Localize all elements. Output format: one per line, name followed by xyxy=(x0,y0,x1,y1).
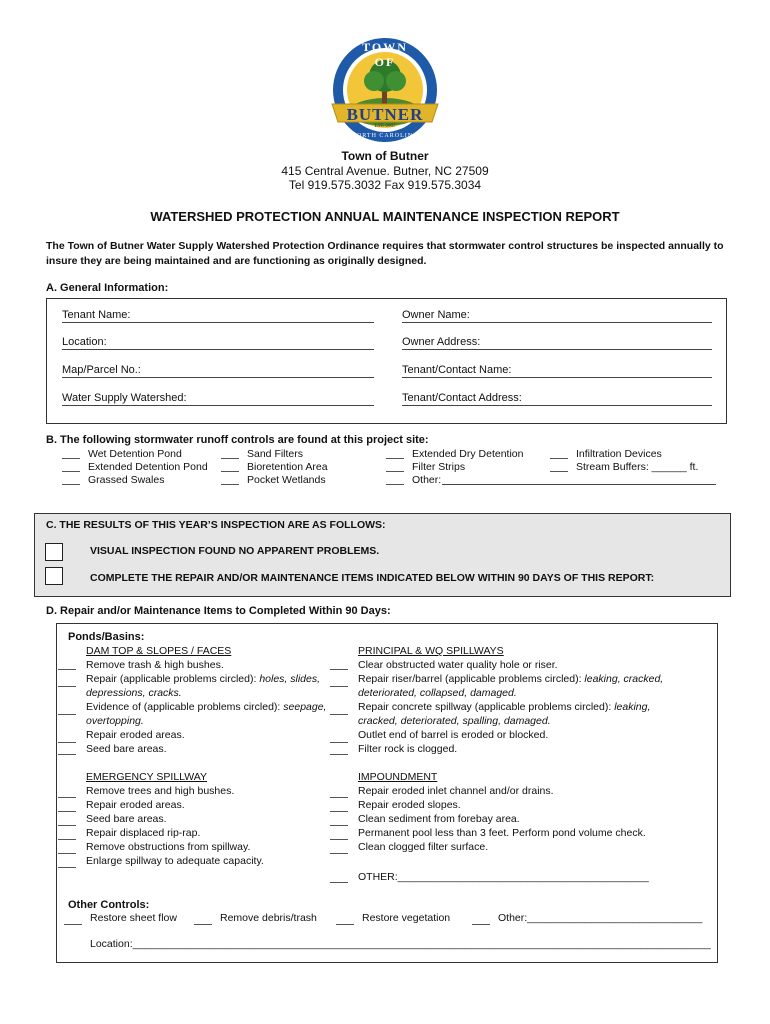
dam-title: DAM TOP & SLOPES / FACES xyxy=(86,645,232,657)
control-label: Stream Buffers: ______ ft. xyxy=(576,461,699,473)
control-sand-filters[interactable] xyxy=(221,448,303,460)
dam-item-2-text: Repair (applicable problems circled): xyxy=(86,673,260,685)
no-problems-checkbox[interactable] xyxy=(45,543,63,561)
checkbox-blank[interactable] xyxy=(221,471,239,472)
checkbox-blank[interactable] xyxy=(330,797,348,798)
control-label: Sand Filters xyxy=(247,448,304,460)
control-label: Grassed Swales xyxy=(88,474,165,486)
checkbox-blank[interactable] xyxy=(58,853,76,854)
control-label: Extended Detention Pond xyxy=(88,461,208,473)
checkbox-blank[interactable] xyxy=(62,471,80,472)
impoundment-item: Clean clogged filter surface. xyxy=(358,841,489,853)
org-phone: Tel 919.575.3032 Fax 919.575.3034 xyxy=(288,178,482,192)
section-d-title: D. Repair and/or Maintenance Items to Completed Within 90 Days: xyxy=(46,605,391,617)
spillway-item-2-text: Repair riser/barrel (applicable problems circled): xyxy=(358,673,585,685)
other-control-sheet-flow: Restore sheet flow xyxy=(90,912,177,924)
dam-item-2-problems: holes, slides, xyxy=(259,673,321,685)
spillway-item-2 xyxy=(358,673,663,685)
tenant-name-field[interactable] xyxy=(62,309,374,323)
owner-address-label: Owner Address: xyxy=(402,336,481,348)
emergency-item: Remove obstructions from spillway. xyxy=(86,841,251,853)
control-wet-detention[interactable] xyxy=(62,448,182,460)
impoundment-item: Repair eroded inlet channel and/or drains. xyxy=(358,785,554,797)
map-parcel-field[interactable] xyxy=(62,364,374,378)
spillway-item-2-problems: leaking, cracked, xyxy=(584,673,664,685)
emergency-item: Seed bare areas. xyxy=(86,813,167,825)
checkbox-blank[interactable] xyxy=(221,458,239,459)
spillway-title: PRINCIPAL & WQ SPILLWAYS xyxy=(358,645,504,657)
control-label: Other: xyxy=(412,474,442,486)
location-field[interactable] xyxy=(62,336,374,350)
tenant-contact-address-label: Tenant/Contact Address: xyxy=(402,392,522,404)
other-control-debris: Remove debris/trash xyxy=(220,912,317,924)
dam-item-5: Seed bare areas. xyxy=(86,743,167,755)
checkbox-blank[interactable] xyxy=(62,458,80,459)
checkbox-blank[interactable] xyxy=(550,471,568,472)
control-filter-strips[interactable] xyxy=(386,461,465,473)
control-other-line[interactable] xyxy=(442,484,716,485)
spillway-item-3-problems: leaking, xyxy=(614,701,651,713)
checkbox-blank[interactable] xyxy=(194,924,212,925)
spillway-item-1: Clear obstructed water quality hole or riser. xyxy=(358,659,558,671)
checkbox-blank[interactable] xyxy=(386,458,404,459)
checkbox-blank[interactable] xyxy=(330,714,348,715)
checkbox-blank[interactable] xyxy=(58,811,76,812)
emergency-item: Repair displaced rip-rap. xyxy=(86,827,201,839)
tenant-name-label: Tenant Name: xyxy=(62,309,131,321)
control-pocket-wetlands[interactable] xyxy=(221,474,326,486)
checkbox-blank[interactable] xyxy=(58,867,76,868)
impoundment-item: Repair eroded slopes. xyxy=(358,799,461,811)
emergency-item: Enlarge spillway to adequate capacity. xyxy=(86,855,264,867)
spillway-item-2-cont: deteriorated, collapsed, damaged. xyxy=(358,687,517,699)
checkbox-blank[interactable] xyxy=(58,742,76,743)
control-label: Filter Strips xyxy=(412,461,466,473)
location-label: Location: xyxy=(62,336,107,348)
control-label: Bioretention Area xyxy=(247,461,328,473)
other-controls-title: Other Controls: xyxy=(68,899,150,911)
section-a-title: A. General Information: xyxy=(46,282,169,294)
org-name: Town of Butner xyxy=(341,149,429,163)
org-address: 415 Central Avenue. Butner, NC 27509 xyxy=(281,164,489,178)
spillway-item-4: Outlet end of barrel is eroded or blocked. xyxy=(358,729,549,741)
emergency-item: Repair eroded areas. xyxy=(86,799,185,811)
checkbox-blank[interactable] xyxy=(58,686,76,687)
repair-checkbox[interactable] xyxy=(45,567,63,585)
checkbox-blank[interactable] xyxy=(330,811,348,812)
ponds-title: Ponds/Basins: xyxy=(68,631,145,643)
control-stream-buffers[interactable] xyxy=(550,461,698,473)
repair-label: COMPLETE THE REPAIR AND/OR MAINTENANCE ITEMS INDICATED BELOW WITHIN 90 DAYS OF THIS REPORT: xyxy=(90,572,655,584)
checkbox-blank[interactable] xyxy=(221,484,239,485)
tenant-contact-name-field[interactable] xyxy=(402,364,712,378)
control-label: Wet Detention Pond xyxy=(88,448,182,460)
checkbox-blank[interactable] xyxy=(330,853,348,854)
checkbox-blank[interactable] xyxy=(330,686,348,687)
logo-top-text: TOWN OF xyxy=(362,40,408,69)
checkbox-blank[interactable] xyxy=(330,669,348,670)
logo-state: NORTH CAROLINA xyxy=(351,133,419,139)
control-extended-dry[interactable] xyxy=(386,448,523,460)
checkbox-blank[interactable] xyxy=(58,825,76,826)
checkbox-blank[interactable] xyxy=(58,839,76,840)
control-bioretention[interactable] xyxy=(221,461,328,473)
watershed-field[interactable] xyxy=(62,392,374,406)
control-grassed-swales[interactable] xyxy=(62,474,164,486)
checkbox-blank[interactable] xyxy=(330,839,348,840)
other-control-vegetation: Restore vegetation xyxy=(362,912,451,924)
checkbox-blank[interactable] xyxy=(386,471,404,472)
report-title: WATERSHED PROTECTION ANNUAL MAINTENANCE INSPECTION REPORT xyxy=(150,209,620,224)
control-other[interactable] xyxy=(386,474,441,486)
control-label: Infiltration Devices xyxy=(576,448,662,460)
tenant-contact-address-field[interactable] xyxy=(402,392,712,406)
owner-address-field[interactable] xyxy=(402,336,712,350)
impoundment-item: Permanent pool less than 3 feet. Perform pond volume check. xyxy=(358,827,646,839)
checkbox-blank[interactable] xyxy=(330,825,348,826)
checkbox-blank[interactable] xyxy=(58,797,76,798)
spillway-item-3 xyxy=(358,701,650,713)
impoundment-other[interactable]: OTHER:___________________________________________ xyxy=(358,871,649,883)
dam-item-1: Remove trash & high bushes. xyxy=(86,659,224,671)
emergency-item: Remove trees and high bushes. xyxy=(86,785,235,797)
map-parcel-label: Map/Parcel No.: xyxy=(62,364,141,376)
dam-item-3-problems: seepage, xyxy=(283,701,327,713)
control-label: Pocket Wetlands xyxy=(247,474,326,486)
logo-est: EST. 2007 xyxy=(374,124,396,129)
checkbox-blank[interactable] xyxy=(58,754,76,755)
checkbox-blank[interactable] xyxy=(58,669,76,670)
checkbox-blank[interactable] xyxy=(550,458,568,459)
checkbox-blank[interactable] xyxy=(58,714,76,715)
control-label: Extended Dry Detention xyxy=(412,448,524,460)
dam-item-2 xyxy=(86,673,320,685)
dam-item-4: Repair eroded areas. xyxy=(86,729,185,741)
town-logo xyxy=(322,34,448,154)
dam-item-3-cont: overtopping. xyxy=(86,715,144,727)
no-problems-label: VISUAL INSPECTION FOUND NO APPARENT PROBLEMS. xyxy=(90,545,380,557)
watershed-label: Water Supply Watershed: xyxy=(62,392,187,404)
checkbox-blank[interactable] xyxy=(330,754,348,755)
control-infiltration[interactable] xyxy=(550,448,662,460)
dam-item-2-cont: depressions, cracks. xyxy=(86,687,182,699)
checkbox-blank[interactable] xyxy=(330,742,348,743)
dam-item-3 xyxy=(86,701,326,713)
checkbox-blank[interactable] xyxy=(386,484,404,485)
checkbox-blank[interactable] xyxy=(62,484,80,485)
spillway-item-3-text: Repair concrete spillway (applicable problems circled): xyxy=(358,701,615,713)
emergency-title: EMERGENCY SPILLWAY xyxy=(86,771,207,783)
section-b-title: B. The following stormwater runoff controls are found at this project site: xyxy=(46,434,429,446)
other-control-other[interactable]: Other:______________________________ xyxy=(498,912,703,924)
logo-name: BUTNER xyxy=(346,105,424,124)
control-extended-detention[interactable] xyxy=(62,461,208,473)
checkbox-blank[interactable] xyxy=(64,924,82,925)
section-c-title: C. THE RESULTS OF THIS YEAR’S INSPECTION ARE AS FOLLOWS: xyxy=(46,519,386,531)
impoundment-item: Clean sediment from forebay area. xyxy=(358,813,520,825)
intro-paragraph: The Town of Butner Water Supply Watershed Protection Ordinance requires that stormwater control structures be inspected annually to insure they are being maintained and are functioning as originally designed. xyxy=(46,240,724,267)
owner-name-field[interactable] xyxy=(402,309,712,323)
checkbox-blank[interactable] xyxy=(472,924,490,925)
dam-item-3-text: Evidence of (applicable problems circled): xyxy=(86,701,284,713)
checkbox-blank[interactable] xyxy=(330,882,348,883)
location-line[interactable]: Location:___________________________________________________________________________________________________ xyxy=(90,938,711,950)
owner-name-label: Owner Name: xyxy=(402,309,470,321)
spillway-item-5: Filter rock is clogged. xyxy=(358,743,458,755)
spillway-item-3-cont: cracked, deteriorated, spalling, damaged. xyxy=(358,715,551,727)
checkbox-blank[interactable] xyxy=(336,924,354,925)
tenant-contact-name-label: Tenant/Contact Name: xyxy=(402,364,512,376)
impoundment-title: IMPOUNDMENT xyxy=(358,771,438,783)
